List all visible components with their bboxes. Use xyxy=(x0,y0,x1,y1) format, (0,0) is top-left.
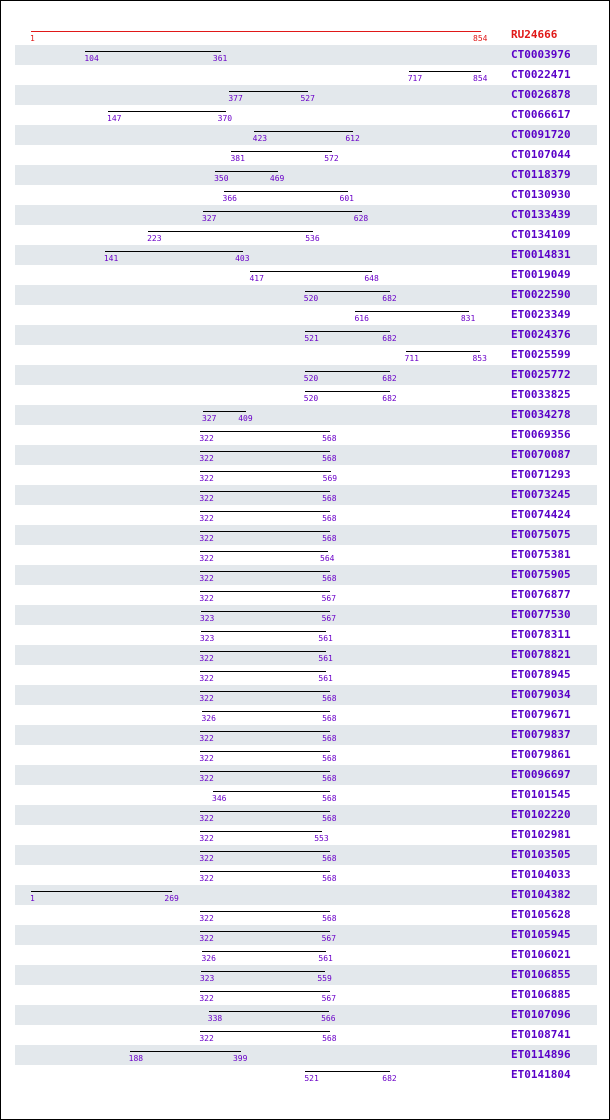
segment-start-label: 1 xyxy=(30,894,35,903)
segment-start-label: 322 xyxy=(199,994,214,1003)
segment-start-label: 322 xyxy=(199,654,214,663)
segment-end-label: 682 xyxy=(382,394,397,403)
segment-start-label: 322 xyxy=(199,934,214,943)
segment-end-label: 561 xyxy=(318,674,333,683)
segment-end-label: 568 xyxy=(322,794,337,803)
segment-start-label: 322 xyxy=(199,454,214,463)
accession-link[interactable]: CT0107044 xyxy=(511,148,571,161)
accession-link[interactable]: ET0074424 xyxy=(511,508,571,521)
reference-segment xyxy=(31,31,481,32)
alignment-segment xyxy=(203,411,246,412)
segment-start-label: 322 xyxy=(199,554,214,563)
accession-link[interactable]: ET0023349 xyxy=(511,308,571,321)
alignment-segment xyxy=(305,1071,390,1072)
segment-end-label: 568 xyxy=(322,1034,337,1043)
accession-link[interactable]: ET0106885 xyxy=(511,988,571,1001)
segment-end-label: 568 xyxy=(322,714,337,723)
accession-link[interactable]: ET0034278 xyxy=(511,408,571,421)
alignment-row xyxy=(15,1045,597,1065)
alignment-segment xyxy=(209,1011,329,1012)
segment-end-label: 269 xyxy=(164,894,179,903)
accession-link[interactable]: CT0133439 xyxy=(511,208,571,221)
alignment-row xyxy=(15,245,597,265)
accession-link[interactable]: ET0033825 xyxy=(511,388,571,401)
reference-row xyxy=(15,25,597,45)
segment-end-label: 399 xyxy=(232,1054,248,1063)
alignment-segment xyxy=(200,551,328,552)
alignment-segment xyxy=(231,151,332,152)
segment-start-label: 322 xyxy=(199,774,214,783)
alignment-segment xyxy=(200,471,330,472)
accession-link[interactable]: ET0105628 xyxy=(511,908,571,921)
accession-link[interactable]: CT0091720 xyxy=(511,128,571,141)
alignment-segment xyxy=(213,791,330,792)
segment-start-label: 322 xyxy=(199,874,214,883)
alignment-segment xyxy=(200,651,326,652)
accession-link[interactable]: ET0104382 xyxy=(511,888,571,901)
reference-id: RU24666 xyxy=(511,28,558,41)
alignment-segment xyxy=(215,171,278,172)
segment-end-label: 568 xyxy=(322,694,337,703)
segment-end-label: 568 xyxy=(322,494,337,503)
alignment-row xyxy=(15,885,597,905)
alignment-segment xyxy=(200,811,330,812)
alignment-row xyxy=(15,945,597,965)
alignment-row xyxy=(15,605,597,625)
segment-start-label: 717 xyxy=(407,74,423,83)
accession-link[interactable]: CT0022471 xyxy=(511,68,571,81)
segment-start-label: 1 xyxy=(30,34,35,43)
accession-link[interactable]: ET0079861 xyxy=(511,748,571,761)
alignment-row xyxy=(15,925,597,945)
segment-start-label: 322 xyxy=(199,754,214,763)
segment-end-label: 568 xyxy=(322,574,337,583)
alignment-row xyxy=(15,665,597,685)
accession-link[interactable]: ET0076877 xyxy=(511,588,571,601)
segment-start-label: 322 xyxy=(199,594,214,603)
alignment-row xyxy=(15,265,597,285)
segment-start-label: 327 xyxy=(201,214,217,223)
segment-end-label: 566 xyxy=(321,1014,336,1023)
segment-start-label: 423 xyxy=(252,134,268,143)
alignment-segment xyxy=(200,831,322,832)
segment-start-label: 521 xyxy=(304,1074,319,1083)
segment-end-label: 568 xyxy=(322,874,337,883)
alignment-row xyxy=(15,45,597,65)
segment-end-label: 361 xyxy=(212,54,228,63)
segment-end-label: 568 xyxy=(322,814,337,823)
accession-link[interactable]: ET0106021 xyxy=(511,948,571,961)
accession-link[interactable]: ET0079837 xyxy=(511,728,571,741)
accession-link[interactable]: CT0026878 xyxy=(511,88,571,101)
alignment-row xyxy=(15,305,597,325)
accession-link[interactable]: ET0077530 xyxy=(511,608,571,621)
segment-end-label: 536 xyxy=(305,234,320,243)
segment-end-label: 572 xyxy=(324,154,339,163)
accession-link[interactable]: ET0102220 xyxy=(511,808,571,821)
alignment-row xyxy=(15,1025,597,1045)
segment-start-label: 322 xyxy=(199,494,214,503)
segment-end-label: 568 xyxy=(322,914,337,923)
segment-end-label: 854 xyxy=(473,34,488,43)
alignment-segment xyxy=(409,71,481,72)
alignment-segment xyxy=(200,1031,330,1032)
alignment-segment xyxy=(250,271,372,272)
segment-start-label: 711 xyxy=(404,354,419,363)
alignment-row xyxy=(15,1065,597,1085)
alignment-row xyxy=(15,505,597,525)
accession-link[interactable]: ET0014831 xyxy=(511,248,571,261)
accession-link[interactable]: ET0025599 xyxy=(511,348,571,361)
alignment-segment xyxy=(200,851,330,852)
alignment-row xyxy=(15,545,597,565)
segment-start-label: 322 xyxy=(199,574,214,583)
accession-link[interactable]: CT0118379 xyxy=(511,168,571,181)
alignment-rows xyxy=(1,1,609,1119)
accession-link[interactable]: ET0075381 xyxy=(511,548,571,561)
alignment-row xyxy=(15,865,597,885)
alignment-row xyxy=(15,625,597,645)
accession-link[interactable]: ET0075075 xyxy=(511,528,571,541)
segment-end-label: 561 xyxy=(318,634,333,643)
alignment-row xyxy=(15,565,597,585)
alignment-row xyxy=(15,825,597,845)
alignment-segment xyxy=(200,591,329,592)
segment-start-label: 326 xyxy=(201,714,216,723)
segment-start-label: 323 xyxy=(199,974,215,983)
segment-end-label: 854 xyxy=(473,74,488,83)
segment-end-label: 568 xyxy=(322,774,337,783)
alignment-row xyxy=(15,705,597,725)
alignment-row xyxy=(15,745,597,765)
segment-start-label: 616 xyxy=(354,314,369,323)
segment-end-label: 569 xyxy=(322,474,338,483)
alignment-row xyxy=(15,765,597,785)
segment-end-label: 568 xyxy=(322,854,337,863)
alignment-segment xyxy=(200,691,330,692)
segment-end-label: 682 xyxy=(382,334,397,343)
alignment-row xyxy=(15,325,597,345)
accession-link[interactable]: ET0022590 xyxy=(511,288,571,301)
segment-end-label: 409 xyxy=(238,414,253,423)
segment-end-label: 567 xyxy=(321,614,337,623)
segment-end-label: 568 xyxy=(322,534,337,543)
segment-start-label: 223 xyxy=(147,234,162,243)
segment-start-label: 417 xyxy=(249,274,264,283)
accession-link[interactable]: CT0066617 xyxy=(511,108,571,121)
alignment-segment xyxy=(201,611,330,612)
alignment-segment xyxy=(201,971,326,972)
segment-end-label: 561 xyxy=(318,954,333,963)
accession-link[interactable]: ET0106855 xyxy=(511,968,571,981)
segment-start-label: 520 xyxy=(303,294,319,303)
segment-start-label: 520 xyxy=(303,394,319,403)
alignment-segment xyxy=(200,491,330,492)
alignment-row xyxy=(15,525,597,545)
alignment-row xyxy=(15,365,597,385)
segment-end-label: 682 xyxy=(382,1074,397,1083)
accession-link[interactable]: ET0141804 xyxy=(511,1068,571,1081)
alignment-segment xyxy=(105,251,243,252)
segment-end-label: 601 xyxy=(339,194,354,203)
segment-start-label: 322 xyxy=(199,694,214,703)
alignment-segment xyxy=(200,771,330,772)
accession-link[interactable]: ET0075905 xyxy=(511,568,571,581)
accession-link[interactable]: ET0071293 xyxy=(511,468,571,481)
alignment-segment xyxy=(200,931,329,932)
segment-end-label: 567 xyxy=(321,594,337,603)
accession-link[interactable]: ET0103505 xyxy=(511,848,571,861)
alignment-row xyxy=(15,445,597,465)
segment-end-label: 559 xyxy=(317,974,332,983)
segment-start-label: 350 xyxy=(214,174,229,183)
segment-start-label: 323 xyxy=(199,634,215,643)
segment-start-label: 322 xyxy=(199,514,214,523)
alignment-row xyxy=(15,685,597,705)
alignment-row xyxy=(15,345,597,365)
alignment-row xyxy=(15,105,597,125)
segment-start-label: 377 xyxy=(228,94,243,103)
alignment-row xyxy=(15,85,597,105)
segment-start-label: 322 xyxy=(199,734,214,743)
alignment-segment xyxy=(200,531,330,532)
accession-link[interactable]: ET0105945 xyxy=(511,928,571,941)
segment-start-label: 104 xyxy=(84,54,99,63)
segment-start-label: 326 xyxy=(201,954,216,963)
segment-start-label: 366 xyxy=(222,194,237,203)
alignment-segment xyxy=(85,51,221,52)
alignment-segment xyxy=(200,751,330,752)
segment-end-label: 403 xyxy=(235,254,250,263)
alignment-row xyxy=(15,125,597,145)
alignment-row xyxy=(15,985,597,1005)
alignment-row xyxy=(15,905,597,925)
alignment-row xyxy=(15,385,597,405)
segment-start-label: 322 xyxy=(199,534,214,543)
segment-end-label: 553 xyxy=(314,834,329,843)
alignment-segment xyxy=(200,731,330,732)
accession-link[interactable]: ET0108741 xyxy=(511,1028,571,1041)
alignment-segment xyxy=(200,451,330,452)
alignment-segment xyxy=(201,631,327,632)
segment-end-label: 568 xyxy=(322,734,337,743)
segment-end-label: 568 xyxy=(322,754,337,763)
segment-start-label: 141 xyxy=(103,254,119,263)
segment-end-label: 682 xyxy=(382,374,397,383)
accession-link[interactable]: ET0079034 xyxy=(511,688,571,701)
accession-link[interactable]: CT0130930 xyxy=(511,188,571,201)
segment-start-label: 147 xyxy=(107,114,122,123)
alignment-row xyxy=(15,805,597,825)
accession-link[interactable]: ET0101545 xyxy=(511,788,571,801)
alignment-segment xyxy=(305,391,390,392)
alignment-segment xyxy=(200,671,326,672)
segment-end-label: 564 xyxy=(320,554,335,563)
accession-link[interactable]: CT0003976 xyxy=(511,48,571,61)
segment-end-label: 831 xyxy=(460,314,476,323)
segment-start-label: 322 xyxy=(199,434,214,443)
segment-start-label: 322 xyxy=(199,474,214,483)
alignment-row xyxy=(15,285,597,305)
alignment-segment xyxy=(202,951,326,952)
alignment-segment xyxy=(108,111,226,112)
segment-start-label: 322 xyxy=(199,674,214,683)
alignment-segment xyxy=(305,331,390,332)
segment-start-label: 322 xyxy=(199,834,214,843)
segment-start-label: 322 xyxy=(199,914,214,923)
alignment-segment xyxy=(254,131,354,132)
segment-start-label: 323 xyxy=(199,614,215,623)
accession-link[interactable]: ET0104033 xyxy=(511,868,571,881)
alignment-row xyxy=(15,725,597,745)
alignment-row xyxy=(15,585,597,605)
accession-link[interactable]: ET0079671 xyxy=(511,708,571,721)
segment-end-label: 567 xyxy=(321,994,337,1003)
segment-end-label: 568 xyxy=(322,454,337,463)
alignment-segment xyxy=(200,871,330,872)
alignment-segment xyxy=(305,291,390,292)
segment-end-label: 568 xyxy=(322,514,337,523)
accession-link[interactable]: ET0024376 xyxy=(511,328,571,341)
segment-start-label: 188 xyxy=(128,1054,144,1063)
accession-link[interactable]: ET0078311 xyxy=(511,628,571,641)
alignment-segment xyxy=(31,891,172,892)
segment-end-label: 628 xyxy=(353,214,369,223)
alignment-segment xyxy=(130,1051,241,1052)
alignment-row xyxy=(15,205,597,225)
alignment-segment xyxy=(224,191,348,192)
alignment-segment xyxy=(229,91,308,92)
segment-start-label: 322 xyxy=(199,814,214,823)
alignment-segment xyxy=(203,211,362,212)
accession-link[interactable]: ET0019049 xyxy=(511,268,571,281)
accession-link[interactable]: ET0069356 xyxy=(511,428,571,441)
segment-end-label: 682 xyxy=(382,294,397,303)
accession-link[interactable]: ET0078945 xyxy=(511,668,571,681)
alignment-segment xyxy=(200,911,330,912)
alignment-row xyxy=(15,965,597,985)
alignment-row xyxy=(15,185,597,205)
accession-link[interactable]: CT0134109 xyxy=(511,228,571,241)
alignment-row xyxy=(15,405,597,425)
alignment-row xyxy=(15,425,597,445)
segment-start-label: 521 xyxy=(304,334,319,343)
alignment-row xyxy=(15,65,597,85)
segment-start-label: 338 xyxy=(207,1014,223,1023)
alignment-row xyxy=(15,845,597,865)
alignment-segment xyxy=(355,311,468,312)
alignment-segment xyxy=(305,371,390,372)
accession-link[interactable]: ET0114896 xyxy=(511,1048,571,1061)
alignment-segment xyxy=(202,711,330,712)
accession-link[interactable]: ET0025772 xyxy=(511,368,571,381)
segment-end-label: 527 xyxy=(300,94,315,103)
accession-link[interactable]: ET0070087 xyxy=(511,448,571,461)
alignment-segment xyxy=(200,571,330,572)
accession-link[interactable]: ET0078821 xyxy=(511,648,571,661)
segment-end-label: 370 xyxy=(217,114,233,123)
segment-start-label: 346 xyxy=(212,794,227,803)
segment-start-label: 322 xyxy=(199,1034,214,1043)
segment-end-label: 568 xyxy=(322,434,337,443)
segment-start-label: 327 xyxy=(201,414,217,423)
alignment-row xyxy=(15,465,597,485)
alignment-row xyxy=(15,485,597,505)
segment-end-label: 567 xyxy=(321,934,337,943)
alignment-segment xyxy=(200,511,330,512)
accession-link[interactable]: ET0102981 xyxy=(511,828,571,841)
segment-end-label: 648 xyxy=(364,274,379,283)
alignment-segment xyxy=(406,351,481,352)
segment-start-label: 520 xyxy=(303,374,319,383)
segment-end-label: 561 xyxy=(318,654,333,663)
alignment-segment xyxy=(200,991,329,992)
alignment-row xyxy=(15,165,597,185)
alignment-row xyxy=(15,225,597,245)
segment-start-label: 381 xyxy=(230,154,245,163)
segment-start-label: 322 xyxy=(199,854,214,863)
alignment-row xyxy=(15,145,597,165)
accession-link[interactable]: ET0096697 xyxy=(511,768,571,781)
accession-link[interactable]: ET0073245 xyxy=(511,488,571,501)
segment-end-label: 612 xyxy=(345,134,360,143)
segment-end-label: 853 xyxy=(472,354,487,363)
segment-end-label: 469 xyxy=(269,174,285,183)
alignment-row xyxy=(15,785,597,805)
alignment-row xyxy=(15,645,597,665)
alignment-segment xyxy=(148,231,313,232)
alignment-row xyxy=(15,1005,597,1025)
alignment-segment xyxy=(200,431,330,432)
accession-link[interactable]: ET0107096 xyxy=(511,1008,571,1021)
